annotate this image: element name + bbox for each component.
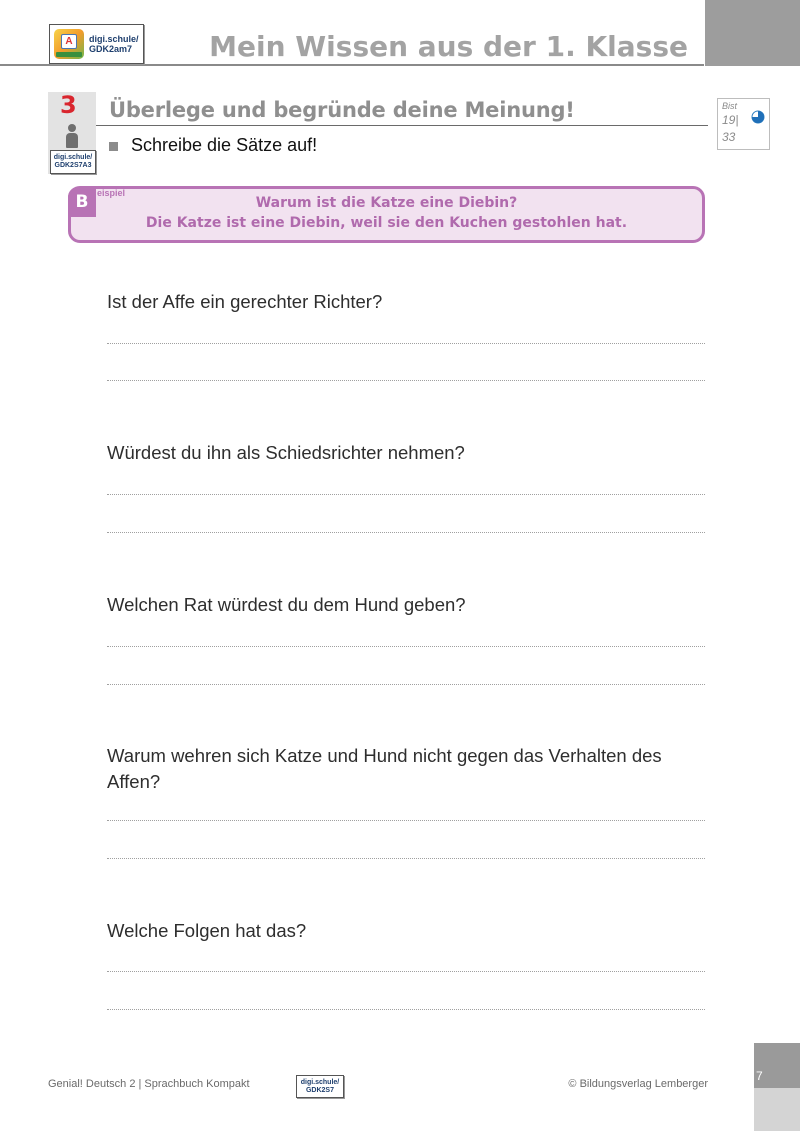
digi-schule-footer-line1: digi.schule/ xyxy=(300,1078,340,1086)
person-icon-head xyxy=(68,124,76,132)
digi-schule-task-line2: GDK2S7A3 xyxy=(54,162,92,169)
example-answer: Die Katze ist eine Diebin, weil sie den Kuchen gestohlen hat. xyxy=(145,215,628,231)
answer-line-3b[interactable] xyxy=(107,684,705,685)
answer-line-5b[interactable] xyxy=(107,1009,705,1010)
digi-schule-code xyxy=(89,34,139,54)
example-badge: B xyxy=(68,187,96,217)
question-2: Würdest du ihn als Schiedsrichter nehmen? xyxy=(107,442,465,463)
page-title: Mein Wissen aus der 1. Klasse xyxy=(209,30,688,63)
bist-pie-icon xyxy=(751,110,765,124)
question-5: Welche Folgen hat das? xyxy=(107,920,307,941)
answer-line-2a[interactable] xyxy=(107,494,705,495)
footer-book-title: Genial! Deutsch 2 | Sprachbuch Kompakt xyxy=(48,1078,250,1090)
question-4: Warum wehren sich Katze und Hund nicht gegen das Verhalten des Affen? xyxy=(107,745,662,792)
app-icon xyxy=(54,29,84,59)
answer-line-4a[interactable] xyxy=(107,820,705,821)
footer-copyright: © Bildungsverlag Lemberger xyxy=(568,1078,708,1090)
digi-schule-link-header[interactable] xyxy=(49,24,144,64)
person-icon xyxy=(66,124,78,148)
digi-schule-link-footer[interactable] xyxy=(296,1075,344,1098)
bist-label: Bist xyxy=(722,101,738,111)
answer-line-1a[interactable] xyxy=(107,343,705,344)
digi-schule-line1: digi.schule/ xyxy=(89,34,139,44)
task-title: Überlege und begründe deine Meinung! xyxy=(109,98,575,122)
answer-line-1b[interactable] xyxy=(107,380,705,381)
example-question: Warum ist die Katze eine Diebin? xyxy=(255,195,518,211)
task-number: 3 xyxy=(60,91,77,119)
header-rule xyxy=(0,64,704,66)
digi-schule-task-code xyxy=(54,154,93,170)
bist-number-2: 33 xyxy=(722,130,736,144)
bullet-square-icon xyxy=(109,142,118,151)
example-label: eispiel xyxy=(97,188,126,198)
app-icon-letter: A xyxy=(61,34,77,49)
bist-number-1: 19| xyxy=(722,113,739,127)
digi-schule-link-task[interactable] xyxy=(50,150,96,174)
footer-grey-block-bottom xyxy=(754,1088,800,1131)
digi-schule-footer-line2: GDK2S7 xyxy=(305,1086,334,1094)
answer-line-5a[interactable] xyxy=(107,971,705,972)
answer-line-4b[interactable] xyxy=(107,858,705,859)
person-icon-body xyxy=(66,133,78,148)
task-instruction: Schreibe die Sätze auf! xyxy=(131,135,318,155)
question-3: Welchen Rat würdest du dem Hund geben? xyxy=(107,594,466,615)
bist-reference-box xyxy=(717,98,770,150)
task-rule xyxy=(96,125,708,126)
header-grey-block xyxy=(705,0,800,66)
digi-schule-task-line1: digi.schule/ xyxy=(53,154,93,161)
digi-schule-footer-code xyxy=(301,1079,340,1095)
digi-schule-line2: GDK2am7 xyxy=(89,44,133,54)
answer-line-2b[interactable] xyxy=(107,532,705,533)
page-number: 7 xyxy=(756,1069,763,1083)
answer-line-3a[interactable] xyxy=(107,646,705,647)
app-icon-strip xyxy=(56,52,82,57)
question-1: Ist der Affe ein gerechter Richter? xyxy=(107,291,383,312)
